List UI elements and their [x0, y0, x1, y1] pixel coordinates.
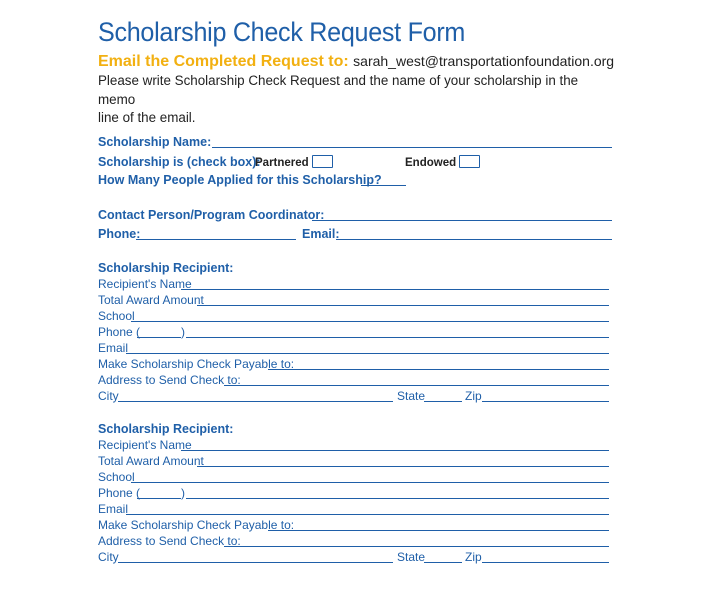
form-title: Scholarship Check Request Form	[98, 17, 466, 47]
applicants-field[interactable]	[361, 185, 406, 186]
school-field[interactable]	[131, 321, 609, 322]
state-field[interactable]	[424, 401, 462, 402]
payable-field[interactable]	[268, 369, 609, 370]
school-field[interactable]	[131, 482, 609, 483]
payable-label: Make Scholarship Check Payable to:	[98, 357, 295, 371]
area-code-field[interactable]	[137, 337, 181, 338]
phone-number-field[interactable]	[186, 498, 609, 499]
instructions-line-2: line of the email.	[98, 110, 196, 125]
zip-field[interactable]	[482, 401, 609, 402]
recipient-email-field[interactable]	[126, 514, 609, 515]
recipient-name-field[interactable]	[181, 450, 609, 451]
recipient-name-label: Recipient's Name	[98, 277, 192, 291]
address-field[interactable]	[224, 385, 609, 386]
partnered-label: Partnered	[255, 157, 309, 169]
applicants-label: How Many People Applied for this Scholarship?	[98, 173, 382, 187]
payable-label: Make Scholarship Check Payable to:	[98, 518, 295, 532]
area-code-field[interactable]	[137, 498, 181, 499]
city-field[interactable]	[118, 401, 393, 402]
award-amount-field[interactable]	[197, 466, 609, 467]
phone-number-field[interactable]	[186, 337, 609, 338]
form-header	[98, 14, 614, 128]
instructions-line-1: Please write Scholarship Check Request and the name of your scholarship in the memo	[98, 73, 579, 107]
recipient-email-label: Email	[98, 502, 129, 516]
award-amount-field[interactable]	[197, 305, 609, 306]
phone-paren-close: )	[181, 486, 185, 500]
scholarship-name-field[interactable]	[212, 147, 612, 148]
zip-field[interactable]	[482, 562, 609, 563]
state-label: State	[397, 389, 426, 403]
award-amount-label: Total Award Amount	[98, 454, 204, 468]
email-address: sarah_west@transportationfoundation.org	[353, 53, 615, 69]
endowed-checkbox[interactable]	[459, 155, 480, 168]
recipient-name-field[interactable]	[181, 289, 609, 290]
email-instruction	[98, 50, 614, 72]
email-label-contact: Email:	[302, 227, 340, 241]
city-label: City	[98, 389, 119, 403]
school-label: School	[98, 309, 135, 323]
city-label: City	[98, 550, 119, 564]
recipient-email-field[interactable]	[126, 353, 609, 354]
phone-field[interactable]	[136, 239, 296, 240]
recipient-name-label: Recipient's Name	[98, 438, 192, 452]
recipient-heading: Scholarship Recipient:	[98, 261, 234, 275]
email-label: Email the Completed Request to:	[98, 53, 349, 70]
scholarship-name-label: Scholarship Name:	[98, 135, 212, 149]
payable-field[interactable]	[268, 530, 609, 531]
state-label: State	[397, 550, 426, 564]
contact-field[interactable]	[312, 220, 612, 221]
email-field[interactable]	[336, 239, 612, 240]
contact-label: Contact Person/Program Coordinator:	[98, 208, 325, 222]
endowed-label: Endowed	[405, 157, 457, 169]
partnered-checkbox[interactable]	[312, 155, 333, 168]
instructions	[98, 72, 618, 128]
address-field[interactable]	[224, 546, 609, 547]
phone-label: Phone:	[98, 227, 141, 241]
phone-area-label: Phone (	[98, 486, 141, 500]
phone-paren-close: )	[181, 325, 185, 339]
address-label: Address to Send Check to:	[98, 373, 241, 387]
state-field[interactable]	[424, 562, 462, 563]
address-label: Address to Send Check to:	[98, 534, 241, 548]
zip-label: Zip	[465, 550, 482, 564]
recipient-heading: Scholarship Recipient:	[98, 422, 234, 436]
award-amount-label: Total Award Amount	[98, 293, 204, 307]
recipient-email-label: Email	[98, 341, 129, 355]
scholarship-type-label: Scholarship is (check box):	[98, 155, 261, 169]
zip-label: Zip	[465, 389, 482, 403]
city-field[interactable]	[118, 562, 393, 563]
school-label: School	[98, 470, 135, 484]
phone-area-label: Phone (	[98, 325, 141, 339]
